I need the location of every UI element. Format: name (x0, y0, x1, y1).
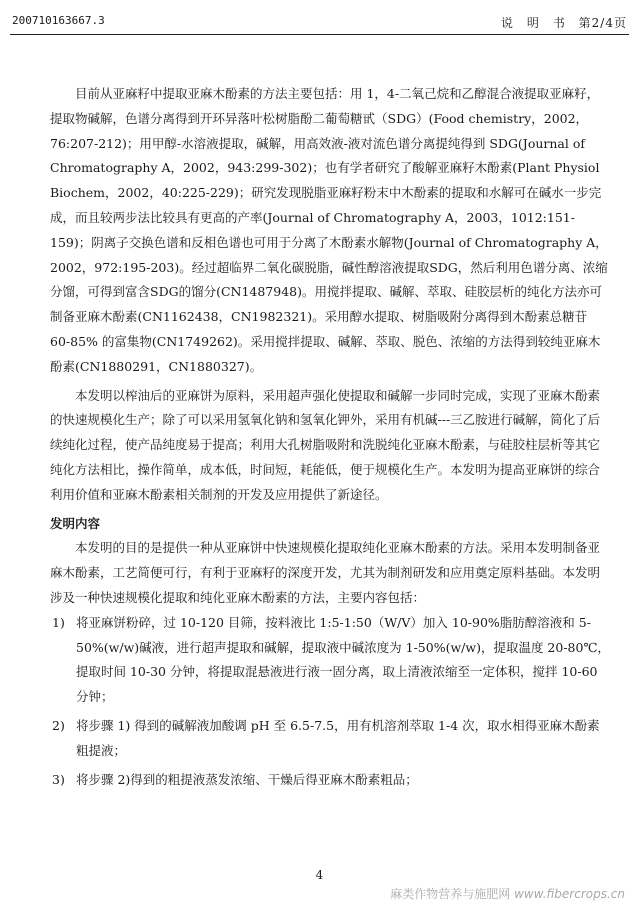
page-header (12, 14, 627, 34)
step-item (50, 611, 610, 710)
step-text: 将亚麻饼粉碎，过 10-120 目筛，按料液比 1:5-1:50（W/V）加入 10-90%脂肪醇溶液和 5-50%(w/w)碱液，进行超声提取和碱解，提取液中碱浓度为 1-50%(w/w)，提取温度 20-80℃，提取时间 10-30 分钟，将提取混悬液进行液一固分离，取上清液浓缩至一定体积，搅拌 10-60 分钟； (76, 614, 610, 705)
step-item (50, 768, 610, 793)
watermark-url: www.fibercrops.cn (514, 887, 625, 901)
site-watermark (390, 885, 625, 902)
header-right (501, 14, 627, 31)
step-item (50, 714, 610, 764)
step-number: 2) (52, 717, 65, 733)
document-number: 200710163667.3 (12, 14, 105, 27)
paragraph-purpose: 本发明的目的是提供一种从亚麻饼中快速规模化提取纯化亚麻木酚素的方法。采用本发明制备亚麻木酚素，工艺简便可行，有利于亚麻籽的深度开发，尤其为制剂研发和应用奠定原料基础。本发明涉及一种快速规模化提取和纯化亚麻木酚素的方法，主要内容包括： (50, 540, 601, 605)
step-number: 1) (52, 614, 65, 630)
watermark-site-name: 麻类作物营养与施肥网 (390, 887, 511, 901)
body-text (50, 82, 610, 792)
paragraph-prior-art: 目前从亚麻籽中提取亚麻木酚素的方法主要包括：用 1，4-二氧己烷和乙醇混合液提取亚麻籽，提取物碱解，色谱分离得到开环异落叶松树脂酚二葡萄糖甙（SDG）(Food chemistry，2002，76:207-212)；用甲醇-水溶液提取，碱解，用高效液-液对流色谱分离提纯得到 SDG(Journal of Chromatography A，2002，943:299-302)；也有学者研究了酸解亚麻籽木酚素(Plant Physiol Biochem，2002，40:225-229)；研究发现脱脂亚麻籽粉末中木酚素的提取和水解可在碱水一步完成，而且较两步法比较具有更高的产率(Journal of Chromatography A，2003，1012:151-159)；阴离子交换色谱和反相色谱也可用于分离了木酚素水解物(Journal of Chromatography A，2002，972:195-203)。经过超临界二氧化碳脱脂，碱性醇溶液提取SDG，然后利用色谱分离、浓缩分馏，可得到富含SDG的馏分(CN1487948)。用搅拌提取、碱解、萃取、硅胶层析的纯化方法亦可制备亚麻木酚素(CN1162438，CN1982321)。采用醇水提取、树脂吸附分离得到木酚素总糖苷 60-85% 的富集物(CN1749262)。采用搅拌提取、碱解、萃取、脱色、浓缩的方法得到较纯亚麻木酚素(CN1880291，CN1880327)。 (50, 86, 608, 374)
section-heading: 发明内容 (50, 515, 101, 531)
document-type: 说 明 书 (500, 16, 566, 30)
step-text: 将步骤 2)得到的粗提液蒸发浓缩、干燥后得亚麻木酚素粗品； (76, 771, 418, 787)
paragraph-invention-summary: 本发明以榨油后的亚麻饼为原料，采用超声强化使提取和碱解一步同时完成，实现了亚麻木酚素的快速规模化生产；除了可以采用氢氧化钠和氢氧化钾外，采用有机碱---三乙胺进行碱解，简化了后续纯化过程，使产品纯度易于提高；利用大孔树脂吸附和洗脱纯化亚麻木酚素，与硅胶柱层析等其它纯化方法相比，操作简单，成本低，时间短，耗能低，便于规模化生产。本发明为提高亚麻饼的综合利用价值和亚麻木酚素相关制剂的开发及应用提供了新途径。 (50, 387, 601, 502)
step-text: 将步骤 1) 得到的碱解液加酸调 pH 至 6.5-7.5，用有机溶剂萃取 1-4 次，取水相得亚麻木酚素粗提液； (76, 717, 600, 758)
step-number: 3) (52, 771, 65, 787)
header-rule (10, 34, 629, 35)
page-info: 第2/4页 (578, 16, 627, 30)
page-number: 4 (315, 868, 324, 882)
